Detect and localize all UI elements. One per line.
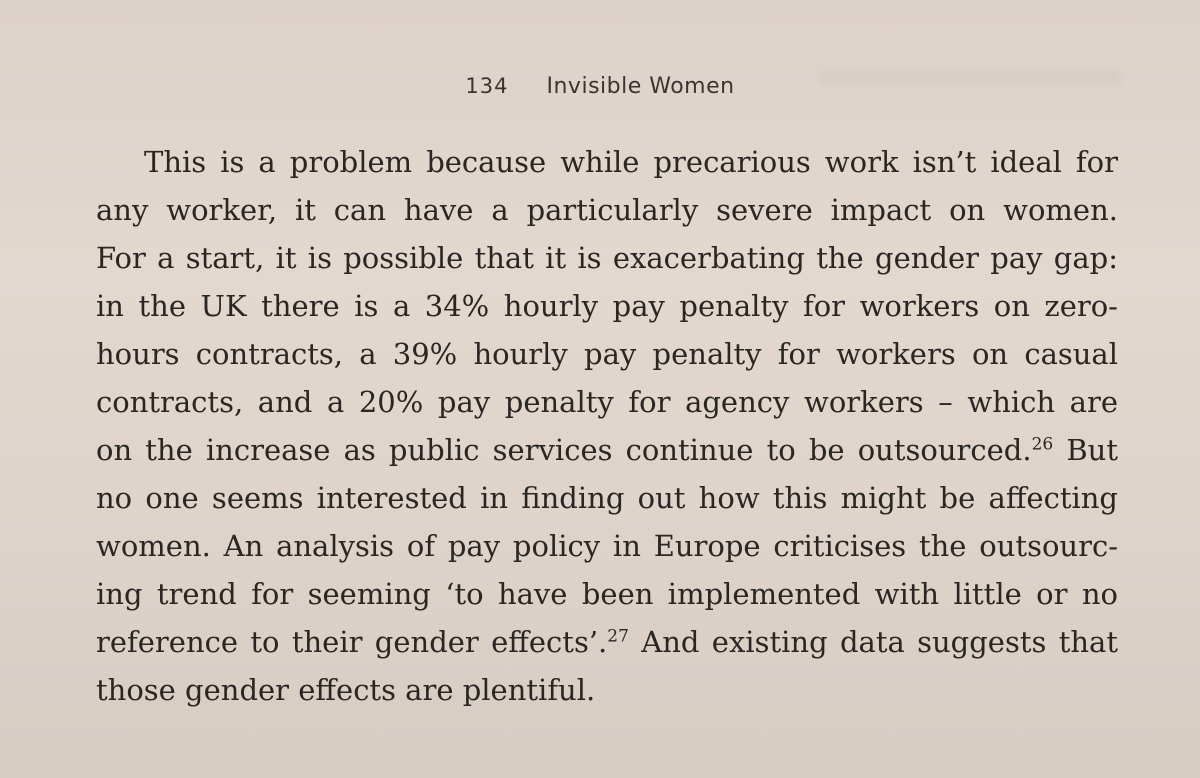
text-line: For a start, it is possible that it is exacerbating the gender pay gap:: [96, 241, 1118, 275]
running-head: [0, 66, 1200, 106]
text-line: This is a problem because while precarious work isn’t ideal for: [144, 145, 1118, 179]
text-line: any worker, it can have a particularly severe impact on women.: [96, 193, 1118, 227]
text-line: hours contracts, a 39% hourly pay penalty for workers on casual: [96, 337, 1118, 371]
page-number: 134: [465, 74, 509, 98]
body-paragraph: [96, 138, 1118, 714]
text-line: those gender effects are plentiful.: [96, 673, 596, 707]
text-line: women. An analysis of pay policy in Europe criticises the outsourc-: [96, 529, 1118, 563]
text-line: no one seems interested in finding out how this might be affecting: [96, 481, 1118, 515]
footnote-marker: 26: [1031, 434, 1054, 455]
footnote-marker: 27: [607, 626, 629, 647]
text-line: contracts, and a 20% pay penalty for agency workers – which are: [96, 385, 1118, 419]
text-line: in the UK there is a 34% hourly pay penalty for workers on zero-: [96, 289, 1118, 323]
text-line: ing trend for seeming ‘to have been implemented with little or no: [96, 577, 1118, 611]
text-line: reference to their gender effects’.$^{27}$ And existing data suggests that: [96, 625, 1118, 659]
text-line: on the increase as public services continue to be outsourced.$^{26}$ But: [96, 433, 1118, 467]
book-title: Invisible Women: [546, 73, 735, 99]
